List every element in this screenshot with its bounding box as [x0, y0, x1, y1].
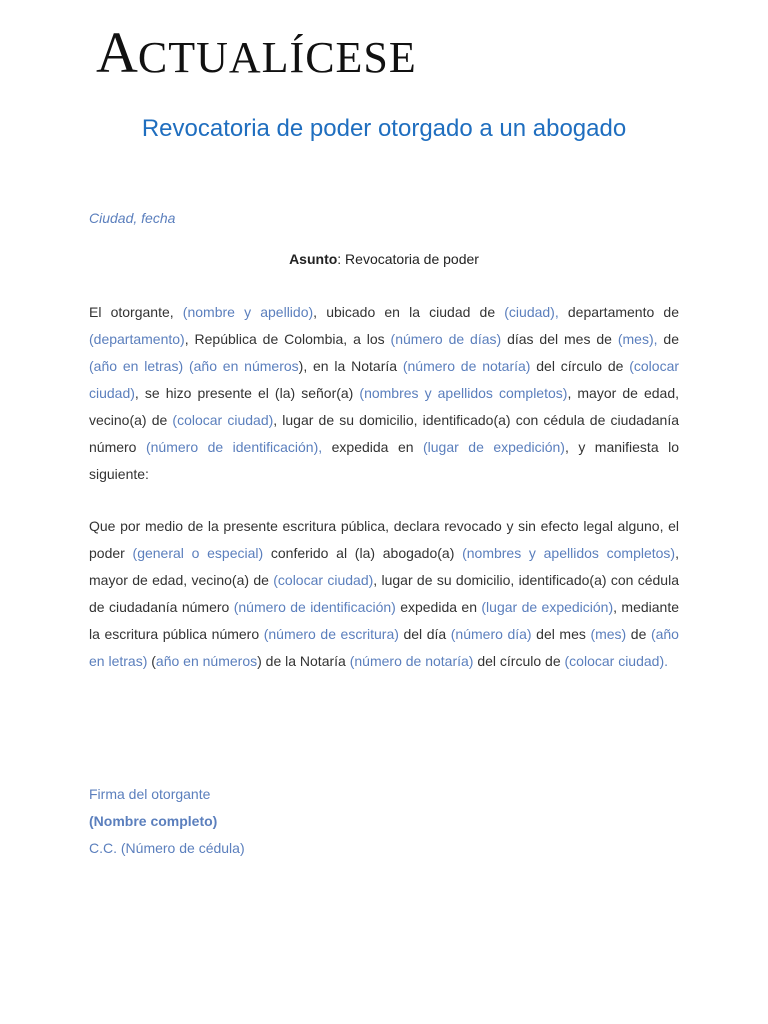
text: , ubicado en la ciudad de [313, 304, 505, 320]
text: , República de Colombia, a los [184, 331, 391, 347]
logo-initial: A [96, 20, 138, 85]
text: días del mes de [501, 331, 618, 347]
text: , y manifiesta lo siguiente: [89, 439, 679, 482]
text: , mayor de edad, vecino(a) de [89, 385, 679, 428]
placeholder-full-names: (nombres y apellidos completos) [462, 545, 676, 561]
subject-text: : Revocatoria de poder [337, 251, 479, 267]
logo-rest: CTUALÍCESE [137, 33, 417, 82]
signature-label: Firma del otorgante [89, 786, 211, 802]
placeholder-notary: (número de notaría) [349, 653, 474, 669]
text: , se hizo presente el (la) señor(a) [134, 385, 360, 401]
signature-full-name: (Nombre completo) [89, 813, 218, 829]
city-date-placeholder: Ciudad, fecha [89, 210, 176, 226]
placeholder-deed-number: (número de escritura) [263, 626, 399, 642]
text: Que por medio de la presente escritura pública, declara revocado y sin efecto legal alguno, el poder [89, 518, 679, 561]
text: ) de la Notaría [257, 653, 350, 669]
placeholder-notary: (número de notaría) [402, 358, 531, 374]
text: , mediante la escritura pública número [89, 599, 680, 642]
placeholder-year-words: (año en letras) [89, 626, 679, 669]
text: , mayor de edad, vecino(a) de [89, 545, 679, 588]
text: expedida en [395, 599, 482, 615]
text: del círculo de [473, 653, 565, 669]
placeholder-city: (ciudad), [504, 304, 559, 320]
placeholder-place-city: (colocar ciudad) [89, 358, 680, 401]
placeholder-year-words: (año en letras) [89, 358, 184, 374]
text: del día [398, 626, 451, 642]
text: de [657, 331, 679, 347]
subject-line [0, 251, 768, 267]
subject-label: Asunto [289, 251, 338, 267]
placeholder-id-number: (número de identificación) [233, 599, 396, 615]
placeholder-place-city: (colocar ciudad) [564, 653, 665, 669]
placeholder-day-number: (número día) [450, 626, 532, 642]
text: ), en la Notaría [298, 358, 403, 374]
text: expedida en [322, 439, 423, 455]
text: , lugar de su domicilio, identificado(a) con cédula de ciudadanía número [89, 572, 679, 615]
placeholder-issue-place: (lugar de expedición) [423, 439, 565, 455]
paragraph-granting-party [89, 299, 679, 488]
placeholder-issue-place: (lugar de expedición) [481, 599, 614, 615]
placeholder-department: (departamento) [89, 331, 185, 347]
paragraph-revocation [89, 513, 679, 675]
text: . [664, 653, 669, 669]
text: ( [147, 653, 156, 669]
placeholder-month: (mes), [617, 331, 658, 347]
signature-id-number: C.C. (Número de cédula) [89, 840, 245, 856]
placeholder-id-number: (número de identificación), [145, 439, 323, 455]
text: conferido al (la) abogado(a) [263, 545, 463, 561]
text: departamento de [558, 304, 679, 320]
text: del círculo de [530, 358, 630, 374]
placeholder-year-number: (año en números [188, 358, 299, 374]
placeholder-full-names: (nombres y apellidos completos) [359, 385, 568, 401]
placeholder-name: (nombre y apellido) [182, 304, 314, 320]
placeholder-place-city: (colocar ciudad) [273, 572, 374, 588]
placeholder-days: (número de días) [390, 331, 502, 347]
actualicese-logo [96, 20, 417, 85]
placeholder-month: (mes) [590, 626, 627, 642]
placeholder-place-city: (colocar ciudad) [172, 412, 274, 428]
text: El otorgante, [89, 304, 183, 320]
text: , lugar de su domicilio, identificado(a) con cédula de ciudadanía número [89, 412, 679, 455]
placeholder-power-type: (general o especial) [132, 545, 264, 561]
placeholder-year-number: año en números [155, 653, 258, 669]
text: del mes [531, 626, 591, 642]
text: de [626, 626, 651, 642]
document-title: Revocatoria de poder otorgado a un abogado [141, 115, 627, 142]
